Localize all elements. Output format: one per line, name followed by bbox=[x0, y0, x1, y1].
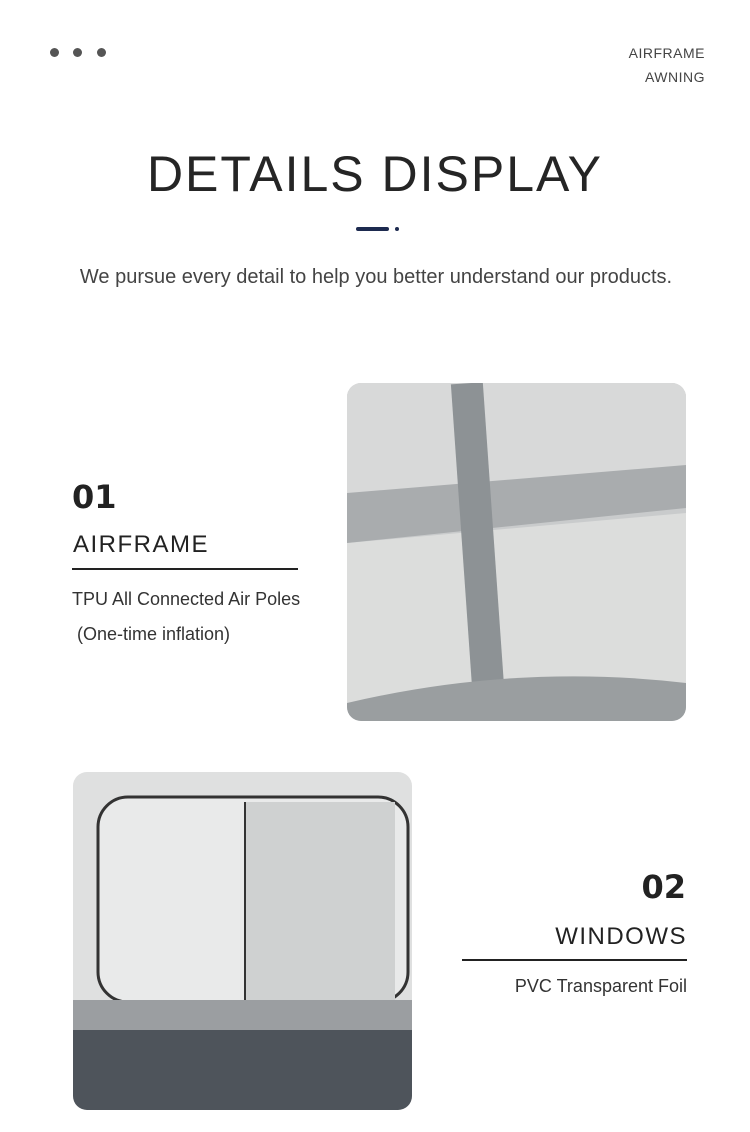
page-title: DETAILS DISPLAY bbox=[146, 146, 604, 202]
detail-description: PVC Transparent Foil bbox=[514, 976, 687, 996]
subtitle: We pursue every detail to help you better understand our products. bbox=[79, 266, 673, 288]
detail-description: (One-time inflation) bbox=[77, 624, 231, 644]
detail-description: TPU All Connected Air Poles bbox=[72, 589, 301, 609]
title-underline bbox=[356, 227, 389, 231]
airframe-photo bbox=[347, 383, 686, 721]
dot-icon bbox=[73, 48, 82, 57]
title-underline-dot bbox=[395, 227, 399, 231]
detail-number: 02 bbox=[641, 868, 686, 906]
brand-line-2: AWNING bbox=[644, 69, 705, 85]
window-photo bbox=[73, 772, 412, 1110]
dot-icon bbox=[97, 48, 106, 57]
brand-line-1: AIRFRAME bbox=[628, 45, 705, 61]
detail-number: 01 bbox=[72, 478, 117, 516]
divider bbox=[462, 959, 687, 961]
detail-heading: WINDOWS bbox=[555, 923, 687, 950]
detail-heading: AIRFRAME bbox=[73, 531, 210, 558]
dot-icon bbox=[50, 48, 59, 57]
divider bbox=[72, 568, 298, 570]
